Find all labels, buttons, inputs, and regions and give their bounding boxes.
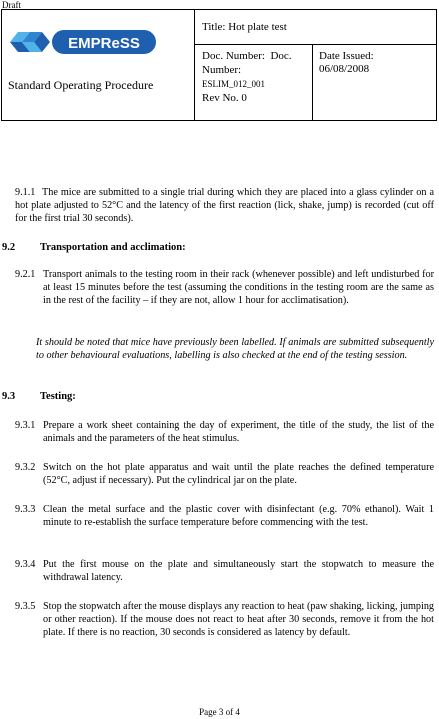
page-footer: Page 3 of 4 (199, 707, 240, 717)
note-paragraph: It should be noted that mice have previously been labelled. If animals are submitted subsequently to other behavioural evaluations, labelling is also checked at the end of the testing session. (36, 337, 434, 361)
sop-label: Standard Operating Procedure (8, 78, 154, 92)
draft-label: Draft (2, 0, 21, 10)
heading-number: 9.3 (2, 391, 16, 402)
section-number: 9.3.1 (15, 420, 36, 431)
doc-id: ESLIM_012_001 (202, 79, 265, 89)
date-label: Date Issued: (319, 50, 374, 62)
section-number: 9.3.4 (15, 559, 36, 570)
section-number: 9.3.5 (15, 601, 36, 612)
doc-title: Title: Hot plate test (195, 10, 437, 45)
doc-number-cell (195, 45, 313, 121)
document-header (1, 9, 437, 121)
section-number: 9.3.3 (15, 504, 36, 515)
paragraph-9-3-1: Prepare a work sheet containing the day of experiment, the title of the study, the list of the animals and the parameters of the heat stimulus. (43, 420, 434, 444)
logo-cell (2, 10, 195, 121)
empress-logo (8, 24, 158, 60)
paragraph-9-3-3: Clean the metal surface and the plastic cover with disinfectant (e.g. 70% ethanol). Wait 1 minute to re-establish the surface temperature before commencing with the test. (43, 504, 434, 528)
heading-transportation: Transportation and acclimation: (40, 242, 186, 253)
rev-number: Rev No. 0 (202, 92, 247, 104)
logo-cube-icon (10, 32, 50, 52)
paragraph-9-3-5: Stop the stopwatch after the mouse displays any reaction to heat (paw shaking, licking, jumping or other reaction). If the mouse does not react to heat after 30 seconds, remove it from the hot plate. If there is no reaction, 30 seconds is considered as latency by default. (43, 601, 435, 638)
section-number: 9.3.2 (15, 462, 36, 473)
heading-number: 9.2 (2, 242, 16, 253)
date-value: 06/08/2008 (319, 63, 370, 75)
paragraph-9-3-4: Put the first mouse on the plate and simultaneously start the stopwatch to measure the withdrawal latency. (43, 559, 434, 583)
section-number: 9.1.1 (15, 187, 36, 198)
date-cell (313, 45, 437, 121)
logo-text: EMPReSS (68, 35, 140, 52)
heading-testing: Testing: (40, 391, 76, 402)
section-number: 9.2.1 (15, 269, 36, 280)
paragraph-9-2-1: Transport animals to the testing room in their rack (whenever possible) and left undisturbed for at least 15 minutes before the test (assuming the conditions in the testing room are the same as in the rest of the facility – if they are not, allow 1 hour for acclimatisation). (43, 269, 434, 306)
doc-number-label: Doc. Number: Doc. Number: (202, 50, 292, 76)
paragraph-9-1-1: The mice are submitted to a single trial during which they are placed into a glass cylinder on a hot plate adjusted to 52°C and the latency of the first reaction (lick, shake, jump) is recorded (cut off for the first trial 30 seconds). (15, 187, 434, 224)
paragraph-9-3-2: Switch on the hot plate apparatus and wait until the plate reaches the defined temperature (52°C, adjust if necessary). Put the cylindrical jar on the plate. (43, 462, 434, 486)
